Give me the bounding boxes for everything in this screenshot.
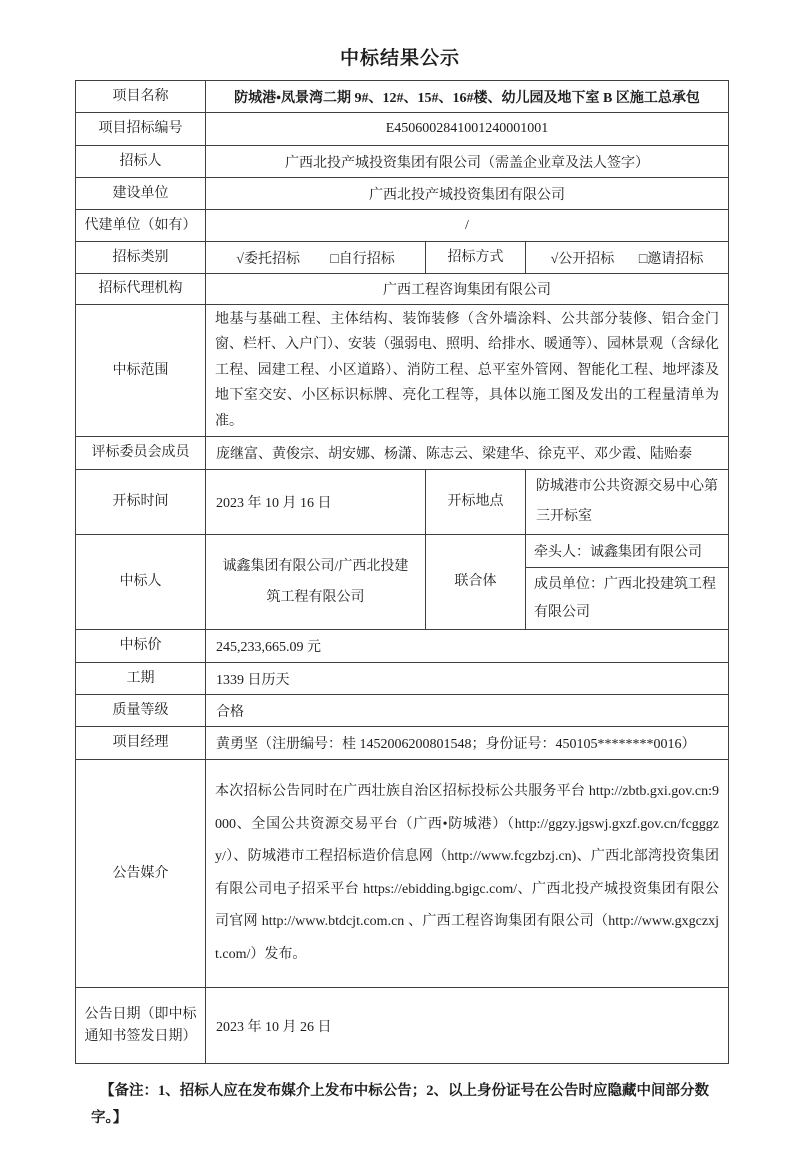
bid-opening-time-label: 开标时间 xyxy=(76,470,206,535)
construction-unit-value: 广西北投产城投资集团有限公司 xyxy=(206,178,729,210)
bid-result-table xyxy=(75,80,729,988)
tender-method-options xyxy=(526,242,729,274)
tender-agency-value: 广西工程咨询集团有限公司 xyxy=(206,274,729,305)
duration-value: 1339 日历天 xyxy=(206,663,729,695)
table-row xyxy=(76,727,729,760)
checkbox-self-tender: □自行招标 xyxy=(330,251,395,267)
table-row xyxy=(76,535,729,630)
tenderer-value: 广西北投产城投资集团有限公司（需盖企业章及法人签字） xyxy=(206,146,729,178)
winner-text: 诚鑫集团有限公司/广西北投建筑工程有限公司 xyxy=(222,559,409,606)
bid-opening-place-value xyxy=(526,470,729,535)
table-row xyxy=(76,988,729,1064)
evaluation-committee-label: 评标委员会成员 xyxy=(76,437,206,470)
bid-scope-text: 地基与基础工程、主体结构、装饰装修（含外墙涂料、公共部分装修、铝合金门窗、栏杆、入户门）、安装（强弱电、照明、给排水、暖通等）、园林景观（含绿化工程、园建工程、小区道路）、消防工程、总平室外管网、智能化工程、地坪漆及地下室交安、小区标识标牌、亮化工程等，具体以施工图及发出的工程量清单为准。 xyxy=(215,312,719,429)
table-row xyxy=(76,630,729,663)
agent-unit-label: 代建单位（如有） xyxy=(76,210,206,242)
table-row xyxy=(76,178,729,210)
consortium-member xyxy=(526,568,728,629)
table-row xyxy=(76,81,729,113)
table-row xyxy=(76,210,729,242)
winner-label: 中标人 xyxy=(76,535,206,630)
announcement-date-label: 公告日期（即中标通知书签发日期） xyxy=(76,988,206,1064)
table-row xyxy=(76,760,729,988)
agent-unit-value: / xyxy=(206,210,729,242)
table-row xyxy=(76,274,729,305)
consortium-value xyxy=(526,535,729,630)
bid-opening-place-text: 防城港市公共资源交易中心第三开标室 xyxy=(536,479,718,525)
project-manager-value: 黄勇坚（注册编号：桂 1452006200801548；身份证号：450105********0016） xyxy=(206,727,729,760)
duration-label: 工期 xyxy=(76,663,206,695)
checkbox-entrusted-tender: √委托招标 xyxy=(236,251,300,267)
tender-no-value: E4506002841001240001001 xyxy=(206,113,729,146)
consortium-label: 联合体 xyxy=(426,535,526,630)
quality-grade-value: 合格 xyxy=(206,695,729,727)
checkbox-invited-tender: □邀请招标 xyxy=(638,251,704,267)
tender-agency-label: 招标代理机构 xyxy=(76,274,206,305)
announcement-media-value xyxy=(206,760,729,988)
table-row xyxy=(76,437,729,470)
table-row xyxy=(76,146,729,178)
table-row xyxy=(76,305,729,437)
tender-no-label: 项目招标编号 xyxy=(76,113,206,146)
tenderer-label: 招标人 xyxy=(76,146,206,178)
quality-grade-label: 质量等级 xyxy=(76,695,206,727)
bid-opening-place-label: 开标地点 xyxy=(426,470,526,535)
footnote-remark: 【备注：1、招标人应在发布媒介上发布中标公告；2、以上身份证号在公告时应隐藏中间部分数字。】 xyxy=(91,1083,709,1126)
checkbox-open-tender: √公开招标 xyxy=(550,251,615,267)
bid-opening-time-value: 2023 年 10 月 16 日 xyxy=(206,470,426,535)
announcement-media-label: 公告媒介 xyxy=(76,760,206,988)
table-row xyxy=(76,663,729,695)
bid-price-label: 中标价 xyxy=(76,630,206,663)
project-name-label: 项目名称 xyxy=(76,81,206,113)
tender-category-label: 招标类别 xyxy=(76,242,206,274)
table-row xyxy=(76,695,729,727)
tender-category-options xyxy=(206,242,426,274)
consortium-leader-text: 牵头人：诚鑫集团有限公司 xyxy=(534,545,702,561)
consortium-leader xyxy=(526,535,728,568)
page-title: 中标结果公示 xyxy=(339,48,460,69)
project-manager-label: 项目经理 xyxy=(76,727,206,760)
evaluation-committee-value: 庞继富、黄俊宗、胡安娜、杨潇、陈志云、梁建华、徐克平、邓少霞、陆贻泰 xyxy=(206,437,729,470)
table-row xyxy=(76,113,729,146)
consortium-member-text: 成员单位：广西北投建筑工程有限公司 xyxy=(534,576,716,620)
bid-scope-label: 中标范围 xyxy=(76,305,206,437)
tender-method-label: 招标方式 xyxy=(426,242,526,274)
bid-price-value: 245,233,665.09 元 xyxy=(206,630,729,663)
winner-value xyxy=(206,535,426,630)
construction-unit-label: 建设单位 xyxy=(76,178,206,210)
table-row xyxy=(76,470,729,535)
announcement-date-value: 2023 年 10 月 26 日 xyxy=(206,988,729,1064)
announcement-date-table xyxy=(75,987,729,1064)
table-row xyxy=(76,242,729,274)
project-name-value: 防城港•凤景湾二期 9#、12#、15#、16#楼、幼儿园及地下室 B 区施工总承包 xyxy=(206,81,729,113)
bid-scope-value xyxy=(206,305,729,437)
announcement-media-text: 本次招标公告同时在广西壮族自治区招标投标公共服务平台 http://zbtb.gxi.gov.cn:9000、全国公共资源交易平台（广西•防城港）（http://ggzy.jgswj.gxzf.gov.cn/fcgggzy/）、防城港市工程招标造价信息网（http://www.fcgzbzj.cn)、广西北部湾投资集团有限公司电子招采平台 https://ebidding.bgigc.com/、广西北投产城投资集团有限公司官网 http://www.btdcjt.com.cn 、广西工程咨询集团有限公司（http://www.gxgczxjt.com/）发布。 xyxy=(215,784,719,962)
